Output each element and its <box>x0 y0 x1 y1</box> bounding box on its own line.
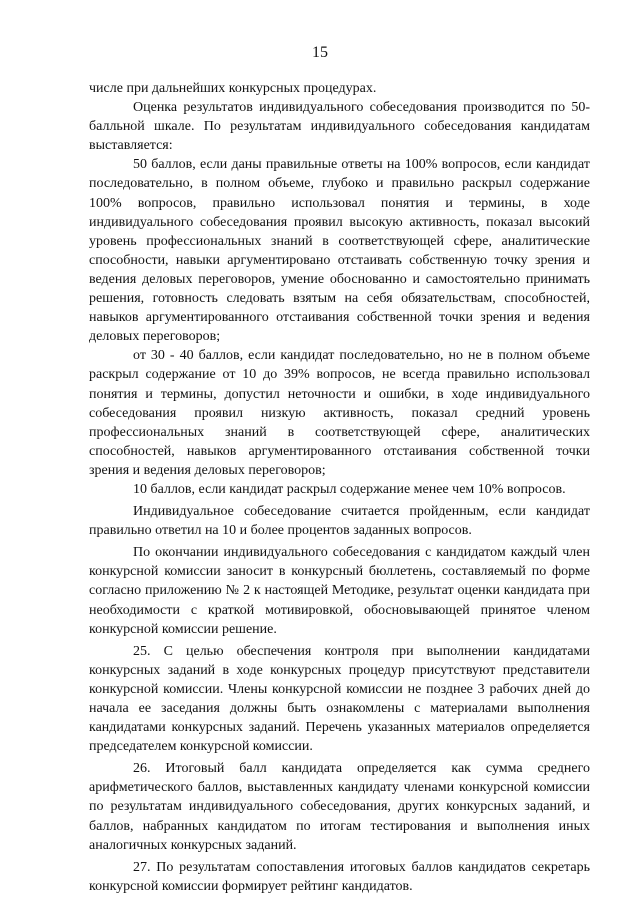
paragraph-item-26: 26. Итоговый балл кандидата определяется как сумма среднего арифметического баллов, выставленных кандидату членами конкурсной комиссии по результатам индивидуального собеседования, других конкурсных заданий, и баллов, набранных кандидатом по итогам тестирования и выполнения иных аналогичных конкурсных заданий. <box>89 761 590 853</box>
paragraph-item-25: 25. С целью обеспечения контроля при выполнении кандидатами конкурсных заданий в ходе конкурсных процедур присутствуют представители конкурсной комиссии. Члены конкурсной комиссии не позднее 3 рабочих дней до начала ее заседания должны быть ознакомлены с материалами выполнения кандидатами конкурсных заданий. Перечень указанных материалов определяется председателем конкурсной комиссии. <box>89 643 590 755</box>
paragraph-interview-passed: Индивидуальное собеседование считается пройденным, если кандидат правильно ответил на 10 и более процентов заданных вопросов. <box>89 504 590 539</box>
paragraph-item-27: 27. По результатам сопоставления итоговых баллов кандидатов секретарь конкурсной комиссии формирует рейтинг кандидатов. <box>89 859 590 894</box>
paragraph-ballot: По окончании индивидуального собеседования с кандидатом каждый член конкурсной комиссии заносит в конкурсный бюллетень, составляемый по форме согласно приложению № 2 к настоящей Методике, результат оценки кандидата при необходимости с краткой мотивировкой, обосновывающей принятое членом конкурсной комиссии решение. <box>89 545 590 637</box>
paragraph-continuation: числе при дальнейших конкурсных процедурах. <box>89 81 377 96</box>
document-body <box>89 79 590 896</box>
paragraph-50-points: 50 баллов, если даны правильные ответы на 100% вопросов, если кандидат последовательно, в полном объеме, глубоко и правильно раскрыл содержание 100% вопросов, правильно использовал понятия и термины, в ходе индивидуального собеседования проявил высокую активность, показал высокий уровень профессиональных знаний в соответствующей сфере, аналитические способности, навыки аргументировано отстаивать собственную точку зрения и ведения деловых переговоров, умение обоснованно и самостоятельно принимать решения, готовность следовать взятым на себя обязательствам, способностей, навыков аргументированного отстаивания собственной точки зрения и ведения деловых переговоров; <box>89 157 590 345</box>
paragraph-scoring-scale: Оценка результатов индивидуального собеседования производится по 50-балльной шкале. По результатам индивидуального собеседования кандидатам выставляется: <box>89 100 590 154</box>
page-number: 15 <box>312 44 328 61</box>
paragraph-30-40-points: от 30 - 40 баллов, если кандидат последовательно, но не в полном объеме раскрыл содержание от 10 до 39% вопросов, не всегда правильно использовал понятия и термины, допустил неточности и ошибки, в ходе индивидуального собеседования проявил низкую активность, показал средний уровень профессиональных знаний в соответствующей сфере, аналитических способностей, навыков аргументированного отстаивания собственной точки зрения и ведения деловых переговоров; <box>89 348 590 478</box>
paragraph-10-points: 10 баллов, если кандидат раскрыл содержание менее чем 10% вопросов. <box>133 481 566 497</box>
